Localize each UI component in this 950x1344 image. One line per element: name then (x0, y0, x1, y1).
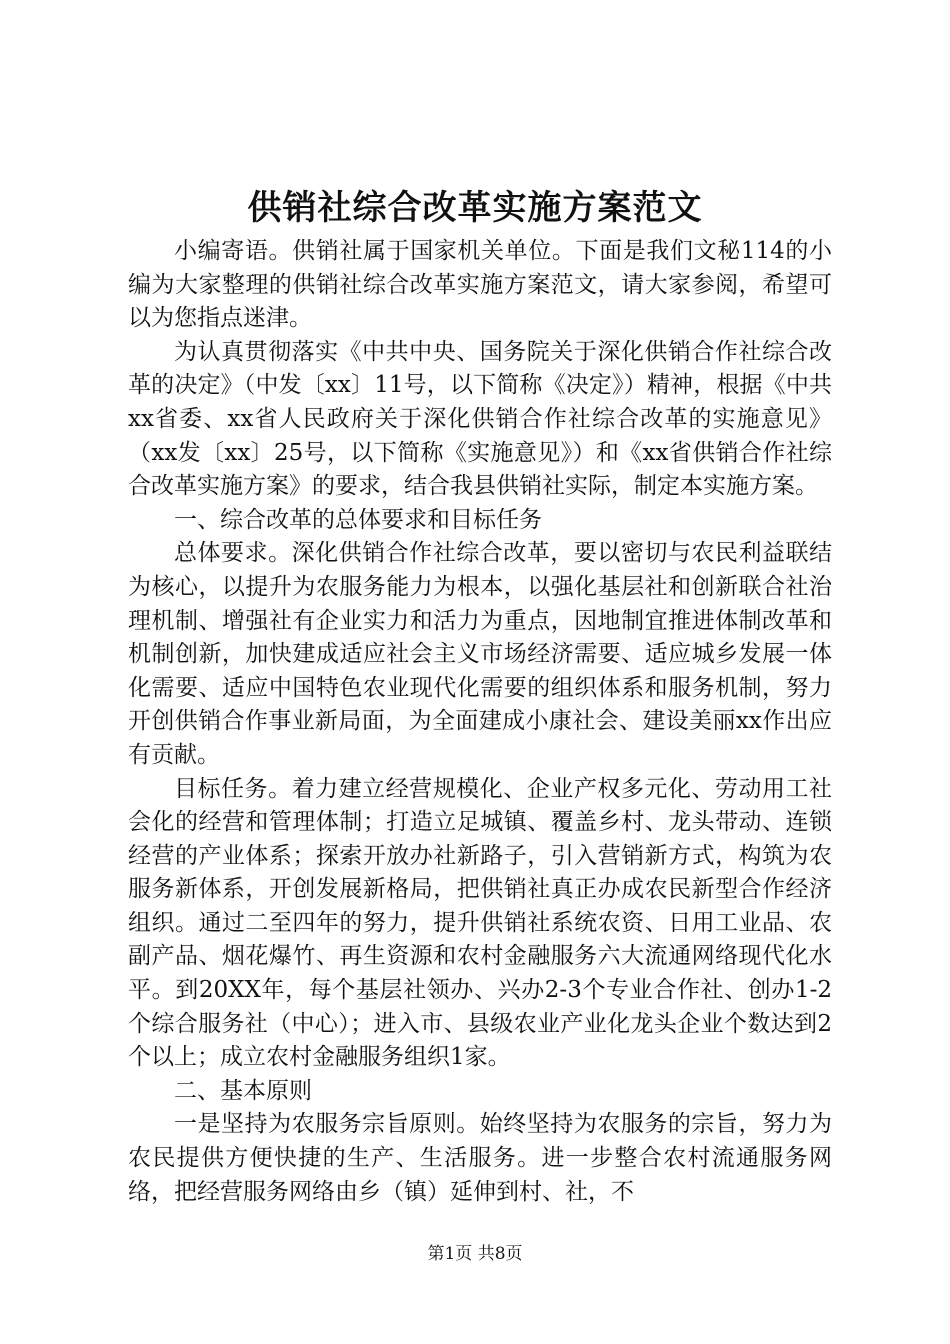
general-requirements-paragraph: 总体要求。深化供销合作社综合改革，要以密切与农民利益联结为核心，以提升为农服务能力为根本，以强化基层社和创新联合社治理机制、增强社有企业实力和活力为重点，因地制宜推进体制改革和机制创新，加快建成适应社会主义市场经济需要、适应城乡发展一体化需要、适应中国特色农业现代化需要的组织体系和服务机制，努力开创供销合作事业新局面，为全面建成小康社会、建设美丽xx作出应有贡献。 (128, 540, 832, 768)
section-heading-2: 二、基本原则 (174, 1077, 312, 1104)
section-heading-1: 一、综合改革的总体要求和目标任务 (174, 506, 542, 533)
page-footer: 第1页 共8页 (427, 1244, 523, 1264)
target-tasks-paragraph: 目标任务。着力建立经营规模化、企业产权多元化、劳动用工社会化的经营和管理体制；打造立足城镇、覆盖乡村、龙头带动、连锁经营的产业体系；探索开放办社新路子，引入营销新方式，构筑为农服务新体系，开创发展新格局，把供销社真正办成农民新型合作经济组织。通过二至四年的努力，提升供销社系统农资、日用工业品、农副产品、烟花爆竹、再生资源和农村金融服务六大流通网络现代化水平。到20XX年，每个基层社领办、兴办2-3个专业合作社、创办1-2个综合服务社（中心）；进入市、县级农业产业化龙头企业个数达到2个以上；成立农村金融服务组织1家。 (128, 775, 832, 1071)
document-title: 供销社综合改革实施方案范文 (247, 188, 703, 228)
principle-one-paragraph: 一是坚持为农服务宗旨原则。始终坚持为农服务的宗旨，努力为农民提供方便快捷的生产、生活服务。进一步整合农村流通服务网络，把经营服务网络由乡（镇）延伸到村、社，不 (128, 1111, 832, 1205)
document-body (128, 235, 832, 1209)
intro-paragraph: 小编寄语。供销社属于国家机关单位。下面是我们文秘114的小编为大家整理的供销社综合改革实施方案范文，请大家参阅，希望可以为您指点迷津。 (128, 238, 832, 332)
background-paragraph: 为认真贯彻落实《中共中央、国务院关于深化供销合作社综合改革的决定》（中发〔xx〕11号，以下简称《决定》）精神，根据《中共xx省委、xx省人民政府关于深化供销合作社综合改革的实施意见》（xx发〔xx〕25号，以下简称《实施意见》）和《xx省供销合作社综合改革实施方案》的要求，结合我县供销社实际，制定本实施方案。 (128, 338, 832, 500)
